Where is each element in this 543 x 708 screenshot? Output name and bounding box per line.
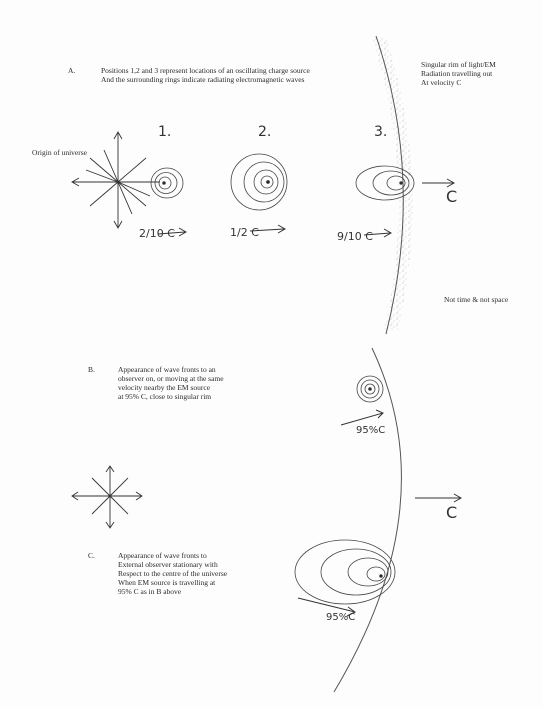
section-c-line2: External observer stationary with [118, 560, 218, 569]
not-time-label: Not time & not space [444, 295, 509, 304]
velocity-arrow-b [341, 410, 383, 425]
section-c-line4: When EM source is travelling at [118, 578, 216, 587]
section-a-letter: A. [68, 66, 76, 75]
velocity-label-b: 95%C [356, 425, 386, 436]
wave-rings-b [357, 376, 383, 402]
origin-star-a [72, 132, 160, 228]
section-a-line1: Positions 1,2 and 3 represent locations of an oscillating charge source [101, 66, 310, 75]
rim-note-line1: Singular rim of light/EM [421, 60, 496, 69]
singular-rim-b [334, 348, 401, 692]
section-c-line1: Appearance of wave fronts to [118, 551, 207, 560]
position-1-label: 1. [158, 124, 172, 140]
origin-star-b [72, 466, 142, 528]
section-b-line2: observer on, or moving at the same [118, 374, 224, 383]
rim-note-line2: Radiation travelling out [421, 69, 493, 78]
velocity-label-1: 2/10 C [139, 227, 175, 240]
velocity-label-c: 95%C [326, 612, 356, 623]
origin-label: Origin of universe [32, 148, 87, 157]
c-label-a: C [446, 187, 458, 206]
wave-rings-c [295, 540, 395, 604]
rim-note-line3: At velocity C [421, 78, 462, 87]
section-c-line3: Respect to the centre of the universe [118, 569, 228, 578]
c-label-b: C [446, 503, 458, 522]
velocity-label-2: 1/2 C [230, 226, 259, 239]
section-b-letter: B. [88, 365, 95, 374]
section-c-letter: C. [88, 551, 95, 560]
rim-shading [372, 38, 412, 330]
section-b-line4: at 95% C, close to singular rim [118, 392, 212, 401]
section-c-line5: 95% C as in B above [118, 587, 182, 596]
section-a-line2: And the surrounding rings indicate radiating electromagnetic waves [101, 75, 305, 84]
wave-rings-position-2 [231, 154, 287, 210]
c-arrow-b [415, 494, 461, 502]
section-b-line1: Appearance of wave fronts to an [118, 365, 216, 374]
velocity-label-3: 9/10 C [337, 230, 373, 243]
position-2-label: 2. [258, 124, 272, 140]
wave-rings-position-1 [151, 168, 183, 198]
wave-rings-position-3 [356, 166, 414, 200]
section-b-line3: velocity nearby the EM source [118, 383, 211, 392]
position-3-label: 3. [374, 124, 388, 140]
